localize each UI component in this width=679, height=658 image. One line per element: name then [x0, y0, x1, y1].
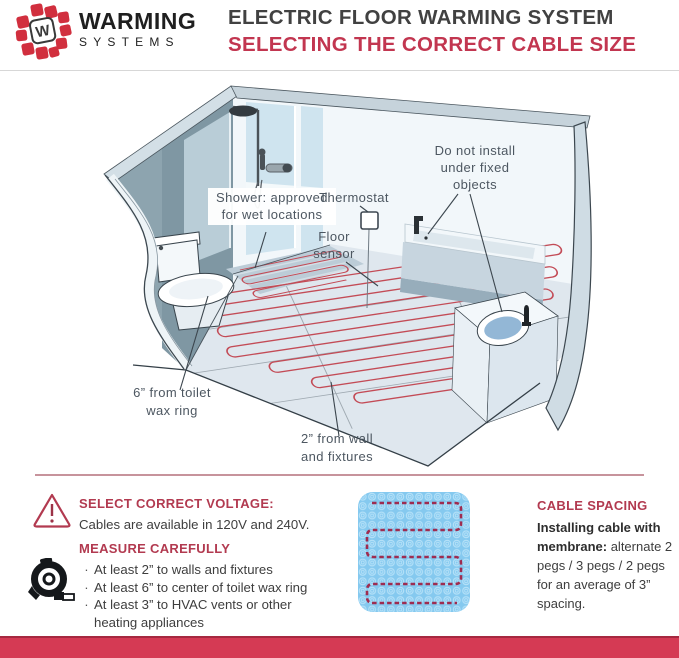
logo-center-tile	[29, 17, 56, 44]
measure-block	[79, 541, 361, 631]
page-title: ELECTRIC FLOOR WARMING SYSTEM	[228, 6, 614, 29]
cable-spacing-heading: CABLE SPACING	[537, 498, 648, 513]
measure-bullet: · At least 2” to walls and fixtures	[79, 561, 361, 578]
page-subtitle: SELECTING THE CORRECT CABLE SIZE	[228, 32, 637, 56]
footer-bar	[0, 636, 679, 658]
shower-valve	[283, 164, 292, 173]
svg-text:under fixed: under fixed	[440, 160, 510, 175]
bullet-dot: ·	[84, 562, 89, 578]
header-divider	[0, 70, 679, 71]
thermostat-label: Thermostat	[319, 190, 389, 205]
bullet-dot: ·	[84, 579, 89, 595]
cable-spacing-body: Installing cable with membrane: alternate 2 pegs / 3 pegs / 2 pegs for an average of 3” spacing.	[537, 520, 673, 611]
bathroom-diagram	[0, 78, 679, 478]
warning-triangle-icon	[31, 492, 73, 530]
sink-faucet	[524, 305, 529, 322]
tape-measure-icon	[26, 558, 76, 606]
measure-heading: MEASURE CAREFULLY	[79, 541, 231, 556]
svg-text:wax ring: wax ring	[146, 403, 198, 418]
svg-text:and fixtures: and fixtures	[300, 449, 374, 464]
voltage-body: Cables are available in 120V and 240V.	[79, 517, 310, 533]
logo-letter: W	[34, 21, 52, 42]
shower-label: Shower: approved	[216, 190, 328, 205]
svg-text:sensor: sensor	[313, 246, 355, 261]
brand-subname: SYSTEMS	[79, 35, 180, 49]
brand-block	[79, 10, 196, 48]
bullet-dot: ·	[84, 597, 89, 613]
shower-head	[229, 106, 257, 117]
wall-clearance-label: 2” from wall	[301, 431, 373, 446]
warming-systems-logo	[14, 3, 74, 63]
section-divider	[35, 474, 644, 476]
measure-bullet: · At least 6” to center of toilet wax ring	[79, 579, 361, 596]
vanity-sink	[452, 292, 558, 423]
voltage-block	[79, 496, 359, 533]
svg-text:for wet locations: for wet locations	[221, 207, 323, 222]
floor-sensor-label: Floor	[318, 229, 350, 244]
voltage-heading: SELECT CORRECT VOLTAGE:	[79, 496, 274, 511]
cable-spacing-block	[537, 498, 679, 613]
measure-bullet: · At least 3” to HVAC vents or other heating appliances	[79, 596, 361, 631]
toilet-wax-ring-label: 6” from toilet	[133, 385, 211, 400]
membrane-with-cable-graphic	[358, 492, 470, 612]
svg-text:objects: objects	[453, 177, 497, 192]
brand-name: WARMING	[79, 8, 197, 34]
thermostat-box	[361, 212, 378, 229]
fixed-objects-label: Do not install	[434, 143, 516, 158]
handheld-sprayer	[260, 154, 265, 170]
cable-spacing-lead: Installing cable with membrane:	[537, 520, 661, 555]
header-titles	[228, 8, 676, 55]
